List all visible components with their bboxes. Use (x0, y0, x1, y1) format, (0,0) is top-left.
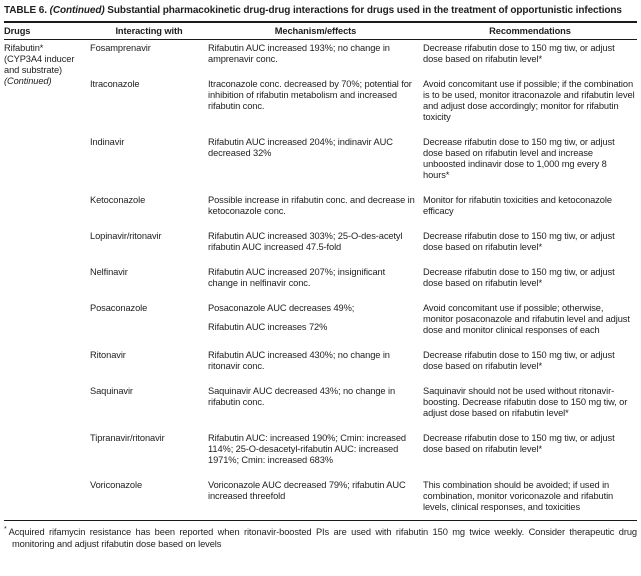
mechanism-effects-cell (208, 383, 423, 430)
interacting-drug-cell: Posaconazole (90, 303, 148, 313)
table-footnote (4, 524, 637, 550)
column-header-drugs: Drugs (4, 22, 90, 40)
mechanism-paragraph: Posaconazole AUC decreases 49%; (208, 303, 355, 313)
mechanism-paragraph: Saquinavir AUC decreased 43%; no change in rifabutin conc. (208, 386, 396, 407)
interacting-drug-cell: Saquinavir (90, 386, 133, 396)
mechanism-effects-cell (208, 347, 423, 383)
drug-continued-marker: (Continued) (4, 76, 52, 86)
interacting-drug-cell: Voriconazole (90, 480, 143, 490)
drug-name: Rifabutin* (4, 43, 44, 53)
table-row (4, 264, 637, 300)
table-title-text: Substantial pharmacokinetic drug-drug interactions for drugs used in the treatment of opportunistic infections (107, 5, 622, 16)
mechanism-effects-cell (208, 477, 423, 521)
mechanism-paragraph: Rifabutin AUC increased 193%; no change in amprenavir conc. (208, 43, 390, 64)
drug-detail-line: (CYP3A4 inducer (4, 54, 75, 64)
drug-detail-line: and substrate) (4, 65, 63, 75)
mechanism-effects-cell (208, 430, 423, 477)
recommendation-cell: Monitor for rifabutin toxicities and ketoconazole efficacy (423, 195, 612, 216)
interacting-drug-cell: Ritonavir (90, 350, 126, 360)
table-row (4, 430, 637, 477)
table-row (4, 477, 637, 521)
table-row (4, 347, 637, 383)
column-header-mechanism-effects: Mechanism/effects (208, 22, 423, 40)
mechanism-effects-cell (208, 228, 423, 264)
mechanism-effects-cell (208, 264, 423, 300)
mechanism-paragraph: Rifabutin AUC increases 72% (208, 322, 328, 332)
mechanism-paragraph: Rifabutin AUC increased 303%; 25-O-des-acetyl rifabutin AUC increased 47.5-fold (208, 231, 403, 252)
recommendation-cell: Decrease rifabutin dose to 150 mg tiw, or adjust dose based on rifabutin level* (423, 231, 615, 252)
mechanism-paragraph: Itraconazole conc. decreased by 70%; potential for inhibition of rifabutin metabolism and increased rifabutin conc. (208, 79, 412, 111)
mechanism-effects-cell (208, 40, 423, 77)
footnote-text: Acquired rifamycin resistance has been reported when ritonavir-boosted PIs are used with rifabutin 150 mg twice weekly. Consider therapeutic drug monitoring and adjust rifabutin dose based on levels (8, 527, 637, 549)
recommendation-cell: Decrease rifabutin dose to 150 mg tiw, or adjust dose based on rifabutin level and increase unboosted indinavir dose to 1,000 mg every 8 hours* (423, 137, 615, 180)
table-row (4, 134, 637, 192)
recommendation-cell: Decrease rifabutin dose to 150 mg tiw, or adjust dose based on rifabutin level* (423, 350, 615, 371)
mechanism-paragraph: Rifabutin AUC: increased 190%; Cmin: increased 114%; 25-O-desacetyl-rifabutin AUC: increased 1971%; Cmin: increased 683% (208, 433, 406, 465)
table-header (4, 22, 637, 40)
interacting-drug-cell: Itraconazole (90, 79, 140, 89)
column-header-recommendations: Recommendations (423, 22, 637, 40)
recommendation-cell: Saquinavir should not be used without ritonavir-boosting. Decrease rifabutin dose to 150 mg tiw, or adjust dose based on rifabutin level* (423, 386, 628, 418)
mechanism-paragraph: Voriconazole AUC decreased 79%; rifabutin AUC increased threefold (208, 480, 406, 501)
drug-group-cell (4, 40, 90, 521)
table-label: TABLE 6. (4, 5, 47, 16)
table-row (4, 40, 637, 77)
table-row (4, 192, 637, 228)
interacting-drug-cell: Lopinavir/ritonavir (90, 231, 162, 241)
mechanism-effects-cell (208, 300, 423, 347)
recommendation-cell: Avoid concomitant use if possible; if the combination is to be used, monitor itraconazole and rifabutin level and adjust dose accordingly; monitor for rifabutin toxicity (423, 79, 635, 122)
recommendation-cell: This combination should be avoided; if used in combination, monitor voriconazole and rifabutin levels, clinical responses, and toxicities (423, 480, 614, 512)
table-continued-marker: (Continued) (49, 5, 105, 16)
interacting-drug-cell: Ketoconazole (90, 195, 146, 205)
column-header-interacting-with: Interacting with (90, 22, 208, 40)
interacting-drug-cell: Nelfinavir (90, 267, 128, 277)
mechanism-paragraph: Rifabutin AUC increased 207%; insignificant change in nelfinavir conc. (208, 267, 386, 288)
recommendation-cell: Decrease rifabutin dose to 150 mg tiw, or adjust dose based on rifabutin level* (423, 267, 615, 288)
interacting-drug-cell: Indinavir (90, 137, 125, 147)
table-row (4, 300, 637, 347)
drug-interactions-table (4, 21, 637, 521)
recommendation-cell: Decrease rifabutin dose to 150 mg tiw, or adjust dose based on rifabutin level* (423, 433, 615, 454)
mechanism-paragraph: Possible increase in rifabutin conc. and decrease in ketoconazole conc. (208, 195, 415, 216)
table-row (4, 76, 637, 134)
table-body (4, 40, 637, 521)
mechanism-paragraph: Rifabutin AUC increased 204%; indinavir AUC decreased 32% (208, 137, 393, 158)
recommendation-cell: Decrease rifabutin dose to 150 mg tiw, or adjust dose based on rifabutin level* (423, 43, 615, 64)
table-row (4, 383, 637, 430)
interacting-drug-cell: Tipranavir/ritonavir (90, 433, 165, 443)
interacting-drug-cell: Fosamprenavir (90, 43, 151, 53)
table-title (4, 4, 637, 17)
footnote-marker: * (4, 526, 7, 533)
mechanism-effects-cell (208, 76, 423, 134)
mechanism-paragraph: Rifabutin AUC increased 430%; no change in ritonavir conc. (208, 350, 390, 371)
mechanism-effects-cell (208, 192, 423, 228)
mechanism-effects-cell (208, 134, 423, 192)
recommendation-cell: Avoid concomitant use if possible; otherwise, monitor posaconazole and rifabutin level and adjust dose and monitor clinical responses of each (423, 303, 630, 335)
table-row (4, 228, 637, 264)
